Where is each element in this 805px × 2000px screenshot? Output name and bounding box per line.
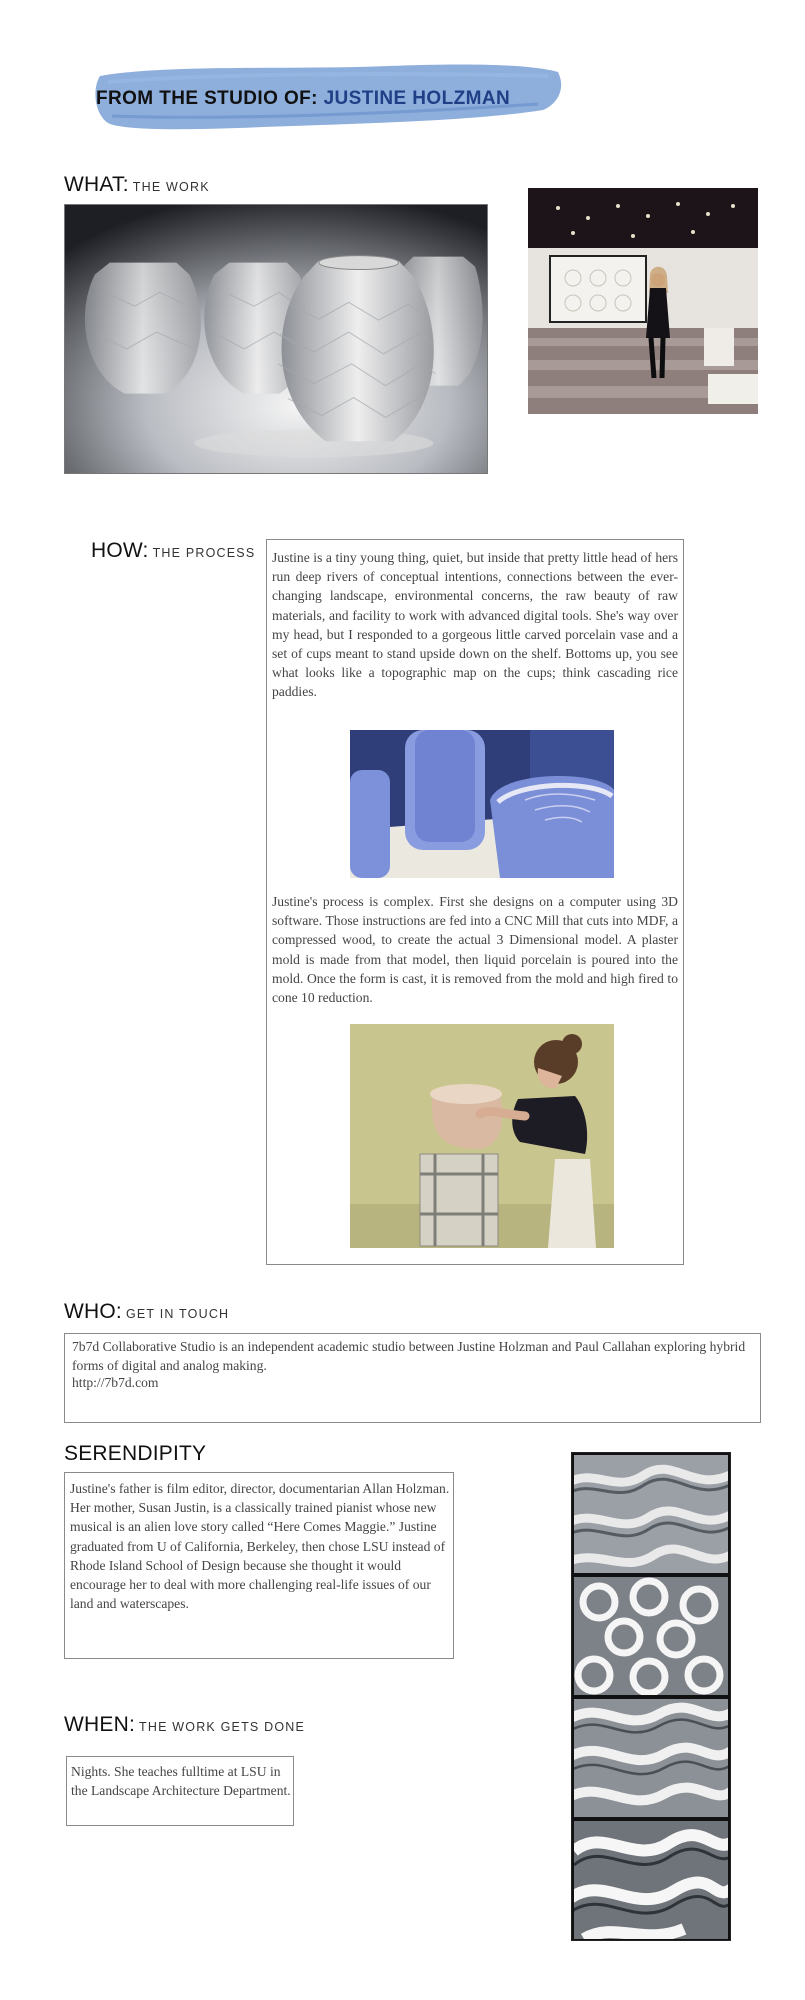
process-paragraph-1: Justine is a tiny young thing, quiet, but inside that pretty little head of hers run deep rivers of conceptual intentions, connections between the ever-changing landscape, environmental concerns, the raw beauty of raw materials, and facility to work with advanced digital tools. She's way over my head, but I responded to a gorgeous little carved porcelain vase and a set of cups meant to stand upside down on the shelf. Bottoms up, you see what looks like a topographic map on the cups; think cascading rice paddies. (272, 550, 678, 700)
tile-photo-2 (574, 1577, 728, 1695)
what-heading (64, 173, 210, 197)
cups-photo (350, 730, 614, 878)
who-heading-label: WHO: (64, 1300, 122, 1323)
who-subheading: GET IN TOUCH (125, 1307, 230, 1321)
when-box (66, 1756, 294, 1826)
what-heading-label: WHAT: (64, 173, 129, 196)
pouring-photo (350, 1024, 614, 1248)
how-heading (91, 539, 255, 563)
tile-photo-4 (574, 1821, 728, 1939)
how-heading-label: HOW: (91, 539, 149, 562)
when-text: Nights. She teaches fulltime at LSU in the Landscape Architecture Department. (71, 1764, 291, 1799)
studio-link[interactable]: http://7b7d.com (72, 1375, 159, 1390)
who-heading (64, 1300, 229, 1324)
tile-photo-1 (574, 1455, 728, 1573)
banner-title (96, 88, 510, 110)
tile-photo-3 (574, 1699, 728, 1817)
what-subheading: THE WORK (132, 180, 210, 194)
process-box (266, 539, 684, 1265)
when-subheading: THE WORK GETS DONE (139, 1720, 306, 1734)
process-paragraph-2: Justine's process is complex. First she designs on a computer using 3D software. Those instructions are fed into a CNC Mill that cuts into MDF, a compressed wood, to create the actual 3 Dimensional model. A plaster mold is made from that model, then liquid porcelain is poured into the mold. Once the form is cast, it is removed from the mold and high fired to cone 10 reduction. (272, 894, 678, 1006)
gallery-photo (528, 188, 758, 414)
vases-photo (64, 204, 488, 474)
banner (88, 58, 568, 134)
serendipity-text: Justine's father is film editor, director, documentarian Allan Holzman. Her mother, Susan Justin, is a classically trained pianist whose new musical is an alien love story called “Here Comes Maggie.” Justine graduated from U of California, Berkeley, then chose LSU instead of Rhode Island School of Design because she thought it would encourage her to deal with more challenging real-life issues of our land and waterscapes. (70, 1481, 450, 1612)
when-heading-label: WHEN: (64, 1713, 135, 1736)
banner-name: JUSTINE HOLZMAN (323, 88, 511, 109)
banner-prefix: FROM THE STUDIO OF: (96, 88, 318, 109)
when-heading (64, 1713, 305, 1737)
contact-box (64, 1333, 761, 1423)
serendipity-box (64, 1472, 454, 1659)
how-subheading: THE PROCESS (152, 546, 256, 560)
tile-photo-strip (571, 1452, 731, 1941)
serendipity-heading: SERENDIPITY (64, 1442, 207, 1465)
contact-text: 7b7d Collaborative Studio is an independent academic studio between Justine Holzman and Paul Callahan exploring hybrid forms of digital and analog making. (72, 1339, 746, 1374)
